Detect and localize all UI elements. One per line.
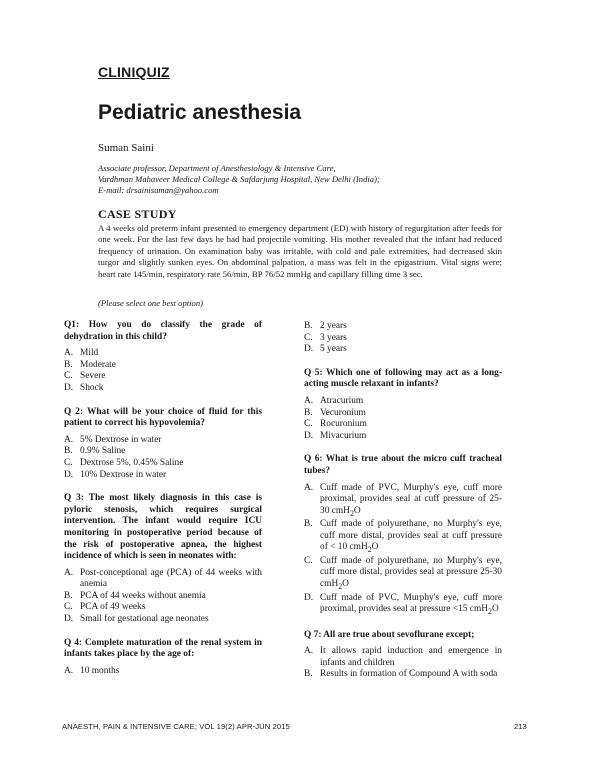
affiliation-line: Associate professor, Department of Anesthesiology & Intensive Care,: [98, 163, 336, 173]
option: C. Dextrose 5%, 0.45% Saline: [64, 457, 184, 468]
question-5: Q 5: Which one of following may act as a long-acting muscle relaxant in infants?: [304, 367, 502, 390]
option: C. Cuff made of polyurethane, no Murphy's eye, cuff more distal, provides seal at pressure 25-30 cmH$_2$O: [304, 555, 502, 591]
option: B. Results in formation of Compound A with soda: [304, 669, 498, 680]
question-1-options: [64, 348, 262, 394]
option: C. 3 years: [304, 332, 347, 343]
question-4-options-continued: [304, 321, 502, 356]
option: B. 0.9% Saline: [64, 446, 126, 457]
option: A. Mild: [64, 348, 99, 359]
affiliation-line: Vardhman Mahaveer Medical College & Safdarjung Hospital, New Delhi (India);: [98, 174, 380, 184]
option: B. Cuff made of polyurethane, no Murphy's eye, cuff more distal, provides seal at cuff pressure of < 10 cmH$_2$O: [304, 519, 502, 555]
question-7: Q 7: All are true about sevoflurane except;: [304, 629, 475, 640]
question-6-options: [304, 483, 502, 618]
option: A. Cuff made of PVC, Murphy's eye, cuff more proximal, provides seal at cuff pressure of 25-30 cmH$_2$O: [304, 482, 502, 518]
option: A. 10 months: [64, 665, 120, 676]
option: D. Small for gestational age neonates: [64, 614, 209, 625]
footer-page-number: 213: [514, 722, 527, 731]
option: D. 5 years: [304, 344, 347, 355]
option: B. 2 years: [304, 321, 347, 331]
option: D. Mivacurium: [304, 430, 367, 441]
option: C. Severe: [64, 371, 106, 382]
article-title: Pediatric anesthesia: [98, 101, 302, 124]
option: B. Moderate: [64, 359, 116, 370]
question-6: Q 6: What is true about the micro cuff tracheal tubes?: [304, 454, 502, 476]
option: A. It allows rapid induction and emergence in infants and children: [304, 646, 502, 668]
section-label: CLINIQUIZ: [98, 64, 170, 80]
option: D. Cuff made of PVC, Murphy's eye, cuff more proximal, provides seal at pressure <15 cmH$_2$O: [304, 592, 502, 616]
option: D. Shock: [64, 382, 104, 393]
question-5-options: [304, 396, 502, 442]
question-7-options: [304, 646, 502, 681]
question-4: Q 4: Complete maturation of the renal system in infants takes place by the age of:: [64, 637, 262, 660]
option: A. 5% Dextrose in water: [64, 434, 162, 445]
option: B. Vecuronium: [304, 407, 366, 418]
affiliation-email: E-mail: drsainisuman@yahoo.com: [98, 185, 219, 195]
option: C. Rocuronium: [304, 419, 367, 430]
instruction-text: (Please select one best option): [98, 298, 204, 308]
question-1: Q1: How you do classify the grade of dehydration in this child?: [64, 320, 262, 342]
question-2: Q 2: What will be your choice of fluid for this patient to correct his hypovolemia?: [64, 406, 262, 429]
option: A. Post-conceptional age (PCA) of 44 weeks with anemia: [64, 567, 262, 590]
option: A. Atracurium: [304, 395, 364, 406]
footer-journal-citation: ANAESTH, PAIN & INTENSIVE CARE; VOL 19(2) APR-JUN 2015: [62, 722, 290, 731]
right-column: [304, 321, 502, 693]
option: B. PCA of 44 weeks without anemia: [64, 590, 206, 601]
question-3: Q 3: The most likely diagnosis in this case is pyloric stenosis, which requires surgical intervention. The infant would require ICU monitoring in postoperative period because of the risk of postoperative apnea, the highest incidence of which is seen in neonates with:: [64, 493, 262, 562]
author-name: Suman Saini: [98, 142, 154, 154]
case-study-text: A 4 weeks old preterm infant presented to emergency department (ED) with history of regurgitation after feeds for one week. For the last few days he had had projectile vomiting. His mother revealed that the infant had reduced frequency of urination. On examination baby was irritable, with cold and pale extremities, had decreased skin turgor and slightly sunken eyes. On abdominal palpation, a mass was felt in the epigastrium. Vital signs were; heart rate 145/min, respiratory rate 56/min, BP 76/52 mmHg and capillary filling time 3 sec.: [98, 223, 502, 279]
question-3-options: [64, 568, 262, 626]
option: C. PCA of 49 weeks: [64, 602, 146, 613]
case-study-heading: CASE STUDY: [98, 207, 177, 221]
option: D. 10% Dextrose in water: [64, 469, 167, 480]
left-column: [64, 320, 262, 689]
question-2-options: [64, 435, 262, 481]
question-4-options: [64, 666, 262, 678]
